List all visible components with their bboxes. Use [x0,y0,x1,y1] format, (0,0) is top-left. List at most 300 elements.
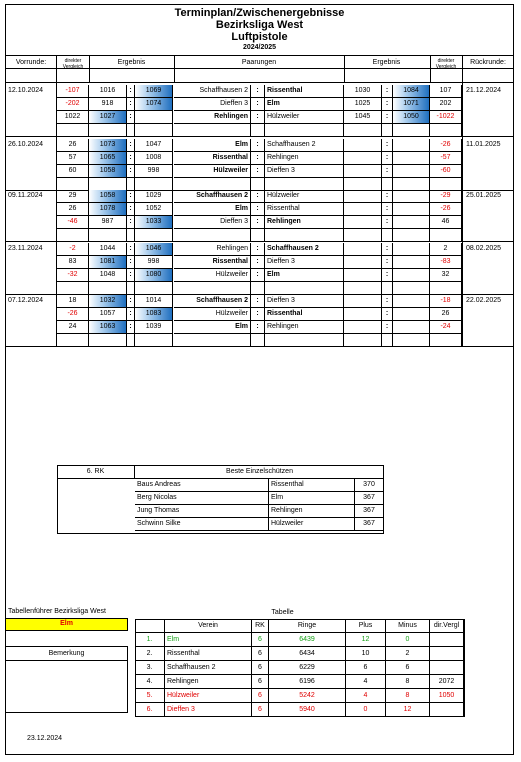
spacer-cell [135,124,173,136]
spacer-cell [89,229,127,241]
match-dv1: 1022 [57,111,89,124]
spacer-cell [127,124,135,136]
match-s2: 1047 [135,139,173,152]
match-away: Hülzweiler [265,190,344,203]
match-away: Schaffhausen 2 [265,139,344,152]
standings-team: Elm [165,633,252,647]
spacer-cell [393,334,430,346]
header-ergebnis-2: Ergebnis [372,59,401,66]
match-away: Hülzweiler [265,111,344,124]
round-date-vorrunde: 23.11.2024 [8,245,43,252]
match-s2 [135,111,173,124]
match-s1: 1073 [89,139,127,152]
match-s4 [393,295,430,308]
match-s3: 1045 [344,111,382,124]
score-separator: : [382,216,393,229]
match-s2: 1074 [135,98,173,111]
header-rueckrunde: Rückrunde: [470,59,506,66]
spacer-cell [135,334,173,346]
match-s4 [393,165,430,178]
match-s3 [344,139,382,152]
standings-minus: 12 [386,703,430,717]
standings-header: RK [252,619,269,633]
score-separator: : [382,152,393,165]
spacer-cell [430,334,462,346]
spacer-cell [382,334,393,346]
spacer-cell [430,178,462,190]
standings-minus: 8 [386,675,430,689]
standings-rk: 6 [252,703,269,717]
standings-dv: 1050 [430,689,464,703]
standings-ringe: 5940 [269,703,346,717]
spacer-cell [344,334,382,346]
match-away: Rehlingen [265,321,344,334]
match-dv2: -18 [430,295,462,308]
standings-minus: 8 [386,689,430,703]
spacer-cell [430,124,462,136]
score-separator: : [251,203,265,216]
round-date-rueckrunde: 11.01.2025 [466,141,501,148]
score-separator: : [251,165,265,178]
spacer-cell [344,282,382,294]
score-separator: : [251,190,265,203]
score-separator: : [382,111,393,124]
round-date-vorrunde: 12.10.2024 [8,87,44,94]
match-s1: 1057 [89,308,127,321]
standings-rk: 6 [252,675,269,689]
leader-label: Tabellenführer Bezirksliga West [8,608,106,615]
shooter-name: Schwinn Silke [135,518,269,531]
standings-pos: 2. [135,647,165,661]
match-s1: 1078 [89,203,127,216]
spacer-cell [393,229,430,241]
match-s1: 1016 [89,85,127,98]
spacer-cell [89,282,127,294]
standings-dv [430,703,464,717]
standings-header: Verein [165,619,252,633]
match-home: Dieffen 3 [174,98,251,111]
standings-team: Rehlingen [165,675,252,689]
spacer-cell [57,229,89,241]
standings-header [135,619,165,633]
match-away: Rissenthal [265,308,344,321]
score-separator: : [251,98,265,111]
spacer-cell [251,124,265,136]
match-dv1: -32 [57,269,89,282]
match-s4: 1071 [393,98,430,111]
spacer-cell [393,178,430,190]
header-paarungen: Paarungen [241,59,277,66]
match-dv2: 2 [430,243,462,256]
match-dv2: -29 [430,190,462,203]
match-dv1: 60 [57,165,89,178]
match-s3 [344,269,382,282]
match-home: Rehlingen [174,111,251,124]
match-home: Schaffhausen 2 [174,85,251,98]
match-s4 [393,308,430,321]
divider [5,55,514,56]
column-divider [430,55,431,82]
match-dv1: 83 [57,256,89,269]
standings-ringe: 5242 [269,689,346,703]
standings-dv [430,633,464,647]
shooter-name: Jung Thomas [135,505,269,518]
match-home: Rissenthal [174,152,251,165]
match-dv2: -83 [430,256,462,269]
score-separator: : [382,139,393,152]
spacer-cell [251,229,265,241]
match-s4: 1050 [393,111,430,124]
match-dv2: -26 [430,139,462,152]
spacer-cell [382,282,393,294]
match-s2: 1039 [135,321,173,334]
divider [5,660,128,661]
match-s1: 1063 [89,321,127,334]
column-divider [462,55,463,346]
match-home: Schaffhausen 2 [174,190,251,203]
spacer-cell [382,124,393,136]
standings-header: Minus [386,619,430,633]
match-s3 [344,321,382,334]
match-s2: 1083 [135,308,173,321]
match-s1: 1081 [89,256,127,269]
round-date-vorrunde: 07.12.2024 [8,297,44,304]
standings-pos: 6. [135,703,165,717]
spacer-cell [265,334,344,346]
match-dv1: -107 [57,85,89,98]
match-s3 [344,256,382,269]
divider [5,82,514,83]
match-dv1: -2 [57,243,89,256]
spacer-cell [265,229,344,241]
standings-plus: 6 [346,661,386,675]
match-s2: 998 [135,165,173,178]
spacer-cell [344,229,382,241]
score-separator: : [251,139,265,152]
remark-label: Bemerkung [48,650,85,657]
standings-plus: 4 [346,675,386,689]
standings-dv [430,661,464,675]
match-s2: 1029 [135,190,173,203]
match-dv1: 24 [57,321,89,334]
score-separator: : [127,190,135,203]
score-separator: : [251,85,265,98]
match-away: Rehlingen [265,152,344,165]
score-separator: : [251,152,265,165]
standings-pos: 3. [135,661,165,675]
score-separator: : [127,85,135,98]
match-s4 [393,269,430,282]
match-s1: 1065 [89,152,127,165]
standings-pos: 1. [135,633,165,647]
shooter-score: 367 [355,518,384,531]
spacer-cell [344,124,382,136]
spacer-cell [251,178,265,190]
column-divider [174,55,175,82]
match-s2: 1033 [135,216,173,229]
spacer-cell [265,282,344,294]
score-separator: : [127,203,135,216]
match-s2: 1069 [135,85,173,98]
spacer-cell [89,334,127,346]
match-dv2: 26 [430,308,462,321]
match-s4: 1084 [393,85,430,98]
column-divider [89,55,90,82]
match-home: Schaffhausen 2 [174,295,251,308]
match-s4 [393,190,430,203]
match-s1: 1058 [89,165,127,178]
spacer-cell [382,229,393,241]
match-s4 [393,152,430,165]
discipline-name: Luftpistole [231,31,288,43]
score-separator: : [382,203,393,216]
match-home: Rissenthal [174,256,251,269]
match-s4 [393,243,430,256]
match-home: Hülzweiler [174,269,251,282]
spacer-cell [127,178,135,190]
match-s4 [393,139,430,152]
spacer-cell [127,282,135,294]
score-separator: : [127,98,135,111]
standings-dv [430,647,464,661]
score-separator: : [382,85,393,98]
score-separator: : [127,321,135,334]
score-separator: : [127,152,135,165]
best-shooters-rk: 6. RK [57,466,135,479]
spacer-cell [430,282,462,294]
match-dv2: -60 [430,165,462,178]
match-dv2: 46 [430,216,462,229]
match-s3: 1025 [344,98,382,111]
match-dv2: 32 [430,269,462,282]
match-s1: 1044 [89,243,127,256]
shooter-club: Elm [269,492,355,505]
spacer-cell [174,178,251,190]
match-s3 [344,152,382,165]
spacer-cell [89,178,127,190]
spacer-cell [174,124,251,136]
score-separator: : [382,190,393,203]
score-separator: : [251,295,265,308]
standings-plus: 4 [346,689,386,703]
divider [5,346,514,347]
match-away: Rissenthal [265,203,344,216]
score-separator: : [382,321,393,334]
best-shooters-title: Beste Einzelschützen [135,466,384,479]
round-date-rueckrunde: 22.02.2025 [466,297,502,304]
spacer-cell [251,282,265,294]
shooter-club: Rissenthal [269,479,355,492]
spacer-cell [57,178,89,190]
match-s4 [393,321,430,334]
match-dv2: 107 [430,85,462,98]
standings-header: Ringe [269,619,346,633]
standings-plus: 0 [346,703,386,717]
match-away: Rehlingen [265,216,344,229]
score-separator: : [127,256,135,269]
match-home: Rehlingen [174,243,251,256]
shooter-name: Berg Nicolas [135,492,269,505]
standings-minus: 6 [386,661,430,675]
spacer-cell [265,178,344,190]
score-separator: : [127,111,135,124]
spacer-cell [57,334,89,346]
spacer-cell [430,229,462,241]
standings-rk: 6 [252,661,269,675]
header-vorrunde: Vorrunde: [15,59,47,66]
score-separator: : [251,111,265,124]
spacer-cell [393,124,430,136]
match-s3: 1030 [344,85,382,98]
standings-team: Rissenthal [165,647,252,661]
match-away: Elm [265,269,344,282]
match-s3 [344,165,382,178]
match-s2: 998 [135,256,173,269]
match-s3 [344,216,382,229]
match-s1: 918 [89,98,127,111]
round-date-vorrunde: 26.10.2024 [8,141,44,148]
match-dv1: -46 [57,216,89,229]
match-s3 [344,295,382,308]
score-separator: : [251,256,265,269]
spacer-cell [344,178,382,190]
standings-rk: 6 [252,689,269,703]
match-s2: 1080 [135,269,173,282]
match-dv1: 26 [57,203,89,216]
score-separator: : [127,165,135,178]
spacer-cell [135,282,173,294]
match-dv2: -57 [430,152,462,165]
match-dv2: -24 [430,321,462,334]
score-separator: : [127,243,135,256]
standings-rk: 6 [252,647,269,661]
score-separator: : [251,243,265,256]
match-s2: 1014 [135,295,173,308]
match-away: Dieffen 3 [265,295,344,308]
standings-title: Tabelle [271,609,294,616]
match-dv1: -26 [57,308,89,321]
spacer-cell [127,229,135,241]
header-direkter-vergleich-1: direkter Vergleich [62,58,84,70]
standings-header: Plus [346,619,386,633]
page-title: Terminplan/Zwischenergebnisse [174,7,345,19]
match-home: Hülzweiler [174,308,251,321]
spacer-cell [174,229,251,241]
round-divider [5,241,514,242]
round-date-rueckrunde: 08.02.2025 [466,245,502,252]
match-home: Hülzweiler [174,165,251,178]
score-separator: : [127,139,135,152]
spacer-cell [174,334,251,346]
match-home: Dieffen 3 [174,216,251,229]
standings-rk: 6 [252,633,269,647]
score-separator: : [382,98,393,111]
header-ergebnis-1: Ergebnis [117,59,146,66]
match-home: Elm [174,203,251,216]
standings-minus: 0 [386,633,430,647]
match-s1: 1032 [89,295,127,308]
spacer-cell [174,282,251,294]
match-away: Elm [265,98,344,111]
match-dv1: 29 [57,190,89,203]
score-separator: : [251,308,265,321]
leader-team: Elm [60,620,73,627]
match-s2: 1052 [135,203,173,216]
match-dv2: -1022 [430,111,462,124]
score-separator: : [251,216,265,229]
league-name: Bezirksliga West [215,19,304,31]
spacer-cell [265,124,344,136]
match-s4 [393,216,430,229]
standings-header: dir.Vergl [430,619,464,633]
header-direkter-vergleich-2: direkter Vergleich [435,58,457,70]
score-separator: : [251,269,265,282]
standings-ringe: 6439 [269,633,346,647]
spacer-cell [135,178,173,190]
score-separator: : [127,269,135,282]
match-s1: 1058 [89,190,127,203]
standings-team: Schaffhausen 2 [165,661,252,675]
footer-date: 23.12.2024 [27,735,63,742]
shooter-score: 367 [355,505,384,518]
shooter-name: Baus Andreas [135,479,269,492]
round-divider [5,136,514,137]
score-separator: : [382,165,393,178]
shooter-club: Rehlingen [269,505,355,518]
match-dv1: 26 [57,139,89,152]
spacer-cell [393,282,430,294]
score-separator: : [382,295,393,308]
match-s2: 1008 [135,152,173,165]
score-separator: : [127,308,135,321]
spacer-cell [382,178,393,190]
standings-ringe: 6434 [269,647,346,661]
score-separator: : [251,321,265,334]
match-s1: 987 [89,216,127,229]
spacer-cell [57,282,89,294]
shooter-score: 367 [355,492,384,505]
match-s3 [344,243,382,256]
score-separator: : [127,216,135,229]
standings-plus: 12 [346,633,386,647]
match-s4 [393,203,430,216]
match-dv2: 202 [430,98,462,111]
standings-ringe: 6229 [269,661,346,675]
match-away: Schaffhausen 2 [265,243,344,256]
spacer-cell [251,334,265,346]
shooter-club: Hülzweiler [269,518,355,531]
match-away: Dieffen 3 [265,256,344,269]
match-home: Elm [174,321,251,334]
season: 2024/2025 [242,44,277,51]
spacer-cell [89,124,127,136]
spacer-cell [57,124,89,136]
standings-plus: 10 [346,647,386,661]
match-s3 [344,203,382,216]
match-s1: 1027 [89,111,127,124]
column-divider [344,55,345,82]
match-away: Dieffen 3 [265,165,344,178]
match-s1: 1048 [89,269,127,282]
standings-team: Hülzweiler [165,689,252,703]
round-date-rueckrunde: 25.01.2025 [466,192,502,199]
match-dv1: 57 [57,152,89,165]
match-dv1: 18 [57,295,89,308]
match-s4 [393,256,430,269]
round-date-vorrunde: 09.11.2024 [8,192,43,199]
match-away: Rissenthal [265,85,344,98]
standings-team: Dieffen 3 [165,703,252,717]
